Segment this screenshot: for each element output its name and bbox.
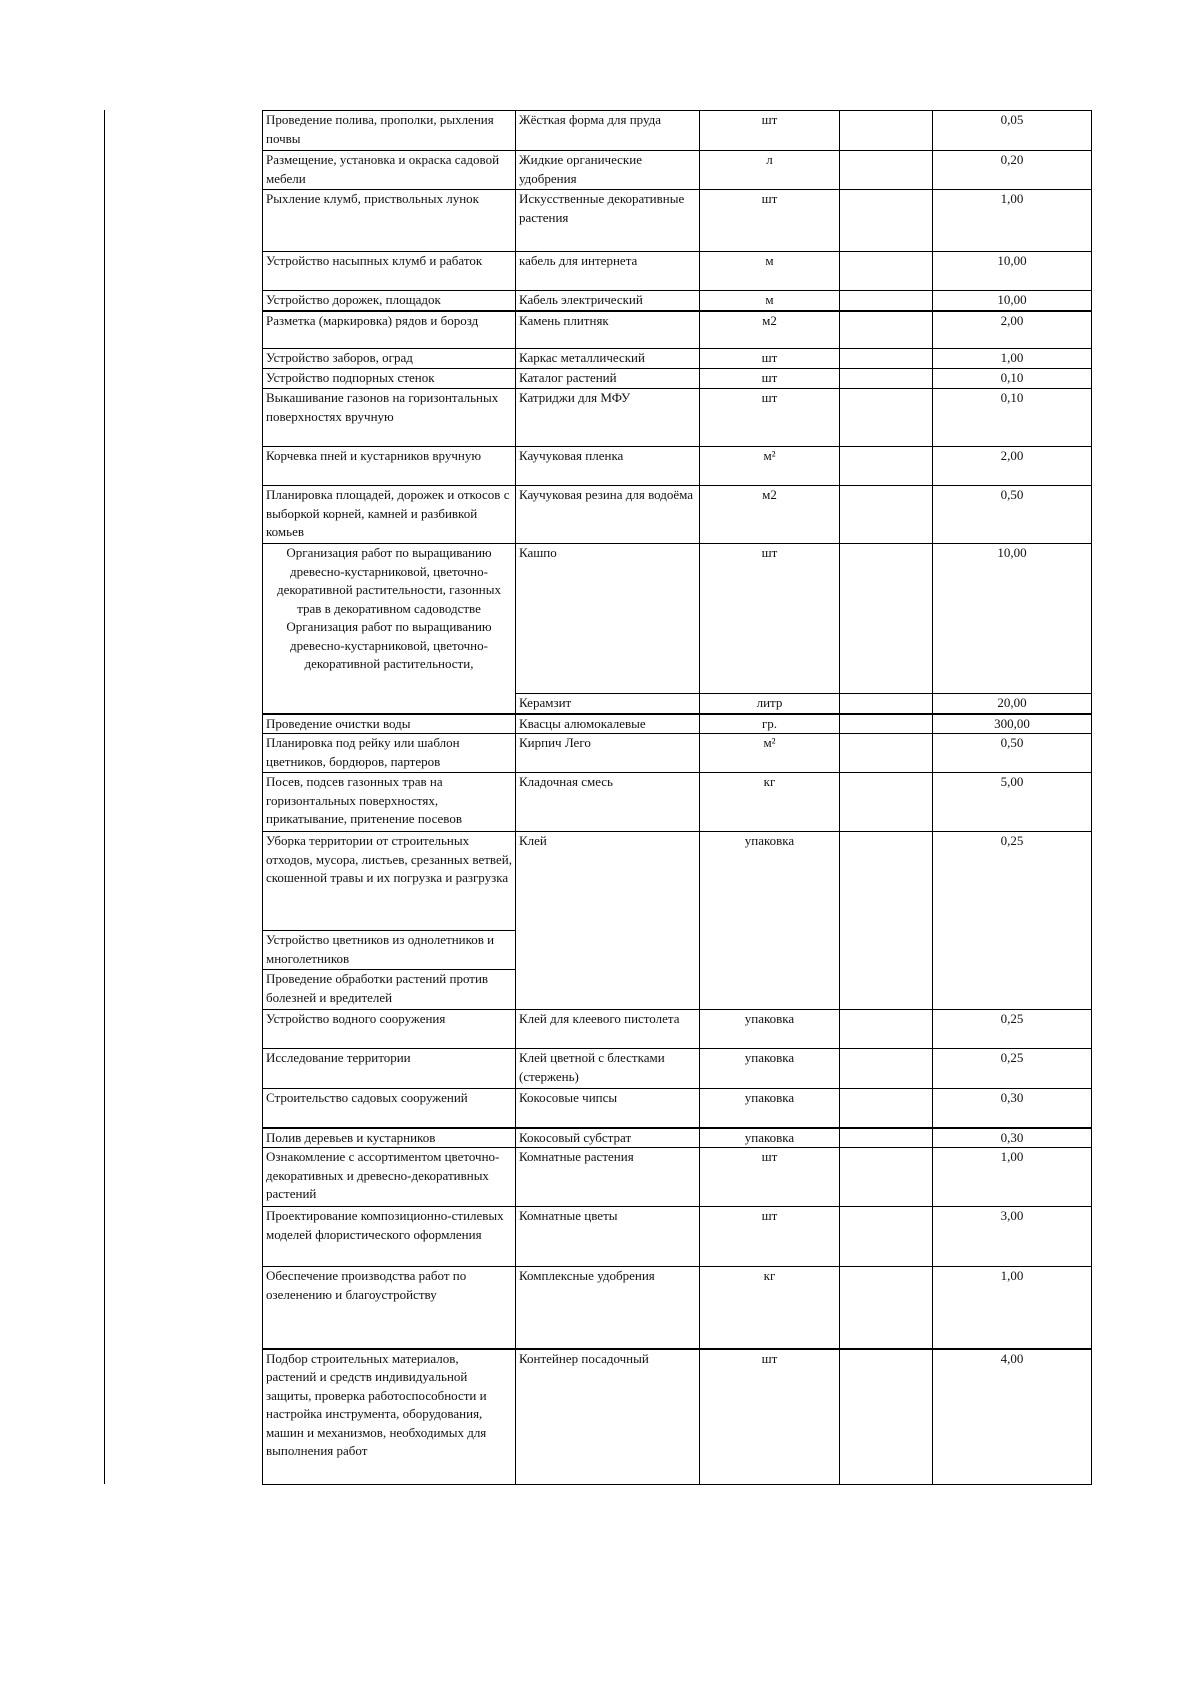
work-cell: Устройство подпорных стенок (263, 369, 516, 389)
unit-cell: упаковка (700, 1049, 840, 1089)
unit-cell: упаковка (700, 832, 840, 1010)
empty-cell (840, 832, 933, 1010)
quantity-cell: 0,25 (933, 1010, 1092, 1049)
unit-cell: шт (700, 1148, 840, 1207)
empty-cell (840, 1089, 933, 1128)
empty-cell (840, 734, 933, 773)
material-cell: кабель для интернета (516, 252, 700, 291)
quantity-cell: 3,00 (933, 1207, 1092, 1267)
table-row (263, 311, 1092, 349)
quantity-cell: 0,50 (933, 734, 1092, 773)
empty-cell (840, 1207, 933, 1267)
table-row (263, 714, 1092, 734)
unit-cell: упаковка (700, 1089, 840, 1128)
material-cell: Квасцы алюмокалевые (516, 714, 700, 734)
material-cell: Кирпич Лего (516, 734, 700, 773)
material-cell: Каркас металлический (516, 349, 700, 369)
empty-cell (840, 714, 933, 734)
quantity-cell: 20,00 (933, 694, 1092, 714)
quantity-cell: 0,25 (933, 1049, 1092, 1089)
work-cell: Посев, подсев газонных трав на горизонтальных поверхностях, прикатывание, притенение посевов (263, 773, 516, 832)
quantity-cell: 1,00 (933, 190, 1092, 252)
unit-cell: м² (700, 734, 840, 773)
quantity-cell: 10,00 (933, 291, 1092, 311)
material-cell: Кладочная смесь (516, 773, 700, 832)
empty-cell (840, 190, 933, 252)
empty-cell (840, 252, 933, 291)
material-cell: Кабель электрический (516, 291, 700, 311)
quantity-cell: 0,05 (933, 111, 1092, 151)
quantity-cell: 2,00 (933, 447, 1092, 486)
table-row (263, 544, 1092, 694)
empty-cell (840, 1267, 933, 1349)
table-row (263, 252, 1092, 291)
empty-cell (840, 369, 933, 389)
empty-cell (840, 1148, 933, 1207)
material-cell: Кокосовый субстрат (516, 1128, 700, 1148)
table-row (263, 389, 1092, 447)
work-cell: Полив деревьев и кустарников (263, 1128, 516, 1148)
work-cell: Устройство водного сооружения (263, 1010, 516, 1049)
material-cell: Каучуковая резина для водоёма (516, 486, 700, 544)
unit-cell: кг (700, 1267, 840, 1349)
left-margin-line (104, 110, 105, 1484)
table-row (263, 773, 1092, 832)
unit-cell: гр. (700, 714, 840, 734)
empty-cell (840, 1010, 933, 1049)
quantity-cell: 1,00 (933, 1267, 1092, 1349)
quantity-cell: 300,00 (933, 714, 1092, 734)
material-cell: Каталог растений (516, 369, 700, 389)
work-cell: Проведение полива, прополки, рыхления почвы (263, 111, 516, 151)
quantity-cell: 2,00 (933, 311, 1092, 349)
quantity-cell: 5,00 (933, 773, 1092, 832)
material-cell: Клей для клеевого пистолета (516, 1010, 700, 1049)
table-row (263, 1207, 1092, 1267)
unit-cell: шт (700, 544, 840, 694)
material-cell: Катриджи для МФУ (516, 389, 700, 447)
work-cell: Устройство заборов, оград (263, 349, 516, 369)
work-cell: Исследование территории (263, 1049, 516, 1089)
table-row (263, 1128, 1092, 1148)
quantity-cell: 0,10 (933, 389, 1092, 447)
quantity-cell: 10,00 (933, 252, 1092, 291)
empty-cell (840, 773, 933, 832)
work-cell: Устройство дорожек, площадок (263, 291, 516, 311)
material-cell: Искусственные декоративные растения (516, 190, 700, 252)
material-cell: Жёсткая форма для пруда (516, 111, 700, 151)
unit-cell: упаковка (700, 1010, 840, 1049)
work-cell: Проведение очистки воды (263, 714, 516, 734)
material-cell: Кокосовые чипсы (516, 1089, 700, 1128)
work-cell: Выкашивание газонов на горизонтальных поверхностях вручную (263, 389, 516, 447)
table-row (263, 111, 1092, 151)
material-cell: Жидкие органические удобрения (516, 151, 700, 190)
table-row (263, 1148, 1092, 1207)
unit-cell: шт (700, 111, 840, 151)
work-cell: Разметка (маркировка) рядов и борозд (263, 311, 516, 349)
quantity-cell: 0,25 (933, 832, 1092, 1010)
work-cell: Размещение, установка и окраска садовой мебели (263, 151, 516, 190)
unit-cell: шт (700, 349, 840, 369)
table-row (263, 1349, 1092, 1485)
quantity-cell: 0,30 (933, 1128, 1092, 1148)
unit-cell: м² (700, 447, 840, 486)
table-row (263, 734, 1092, 773)
table-row (263, 1049, 1092, 1089)
material-cell: Комплексные удобрения (516, 1267, 700, 1349)
table-row (263, 349, 1092, 369)
work-cell: Подбор строительных материалов, растений и средств индивидуальной защиты, проверка работоспособности и настройка инструмента, оборудования, машин и механизмов, необходимых для выполнения работ (263, 1349, 516, 1485)
work-cell: Планировка площадей, дорожек и откосов с выборкой корней, камней и разбивкой комьев (263, 486, 516, 544)
table-row (263, 369, 1092, 389)
unit-cell: кг (700, 773, 840, 832)
unit-cell: м2 (700, 311, 840, 349)
material-cell: Комнатные растения (516, 1148, 700, 1207)
quantity-cell: 0,20 (933, 151, 1092, 190)
table-row (263, 447, 1092, 486)
empty-cell (840, 486, 933, 544)
unit-cell: шт (700, 369, 840, 389)
table-row (263, 190, 1092, 252)
table-row (263, 486, 1092, 544)
unit-cell: шт (700, 1349, 840, 1485)
quantity-cell: 0,10 (933, 369, 1092, 389)
table-row (263, 1010, 1092, 1049)
unit-cell: м (700, 291, 840, 311)
empty-cell (840, 311, 933, 349)
unit-cell: шт (700, 389, 840, 447)
unit-cell: м (700, 252, 840, 291)
material-cell: Кашпо (516, 544, 700, 694)
table-row (263, 1089, 1092, 1128)
unit-cell: л (700, 151, 840, 190)
empty-cell (840, 447, 933, 486)
work-cell: Планировка под рейку или шаблон цветников, бордюров, партеров (263, 734, 516, 773)
quantity-cell: 1,00 (933, 349, 1092, 369)
quantity-cell: 4,00 (933, 1349, 1092, 1485)
material-cell: Клей цветной с блестками (стержень) (516, 1049, 700, 1089)
material-cell: Комнатные цветы (516, 1207, 700, 1267)
quantity-cell: 0,30 (933, 1089, 1092, 1128)
unit-cell: шт (700, 1207, 840, 1267)
material-cell: Контейнер посадочный (516, 1349, 700, 1485)
materials-table (262, 110, 1092, 1485)
work-cell: Проектирование композиционно-стилевых моделей флористического оформления (263, 1207, 516, 1267)
quantity-cell: 1,00 (933, 1148, 1092, 1207)
unit-cell: упаковка (700, 1128, 840, 1148)
work-cell: Ознакомление с ассортиментом цветочно-декоративных и древесно-декоративных растений (263, 1148, 516, 1207)
empty-cell (840, 291, 933, 311)
work-cell: Уборка территории от строительных отходов, мусора, листьев, срезанных ветвей, скошенной травы и их погрузка и разгрузка (263, 832, 516, 931)
table-row (263, 151, 1092, 190)
empty-cell (840, 151, 933, 190)
table-row (263, 291, 1092, 311)
empty-cell (840, 1128, 933, 1148)
unit-cell: шт (700, 190, 840, 252)
table-row (263, 832, 1092, 931)
material-cell: Каучуковая пленка (516, 447, 700, 486)
work-cell: Устройство цветников из однолетников и многолетников (263, 931, 516, 970)
table-row (263, 1267, 1092, 1349)
empty-cell (840, 389, 933, 447)
quantity-cell: 10,00 (933, 544, 1092, 694)
work-cell: Корчевка пней и кустарников вручную (263, 447, 516, 486)
work-cell: Рыхление клумб, приствольных лунок (263, 190, 516, 252)
empty-cell (840, 349, 933, 369)
work-cell: Проведение обработки растений против болезней и вредителей (263, 970, 516, 1010)
empty-cell (840, 694, 933, 714)
work-cell: Организация работ по выращиванию древесно-кустарниковой, цветочно-декоративной растительности, газонных трав в декоративном садоводстве Организация работ по выращиванию древесно-кустарниковой, цветочно-декоративной растительности, (263, 544, 516, 714)
material-cell: Клей (516, 832, 700, 1010)
work-cell: Устройство насыпных клумб и рабаток (263, 252, 516, 291)
quantity-cell: 0,50 (933, 486, 1092, 544)
material-cell: Камень плитняк (516, 311, 700, 349)
material-cell: Керамзит (516, 694, 700, 714)
empty-cell (840, 1349, 933, 1485)
unit-cell: литр (700, 694, 840, 714)
unit-cell: м2 (700, 486, 840, 544)
empty-cell (840, 1049, 933, 1089)
work-cell: Обеспечение производства работ по озеленению и благоустройству (263, 1267, 516, 1349)
empty-cell (840, 111, 933, 151)
empty-cell (840, 544, 933, 694)
work-cell: Строительство садовых сооружений (263, 1089, 516, 1128)
